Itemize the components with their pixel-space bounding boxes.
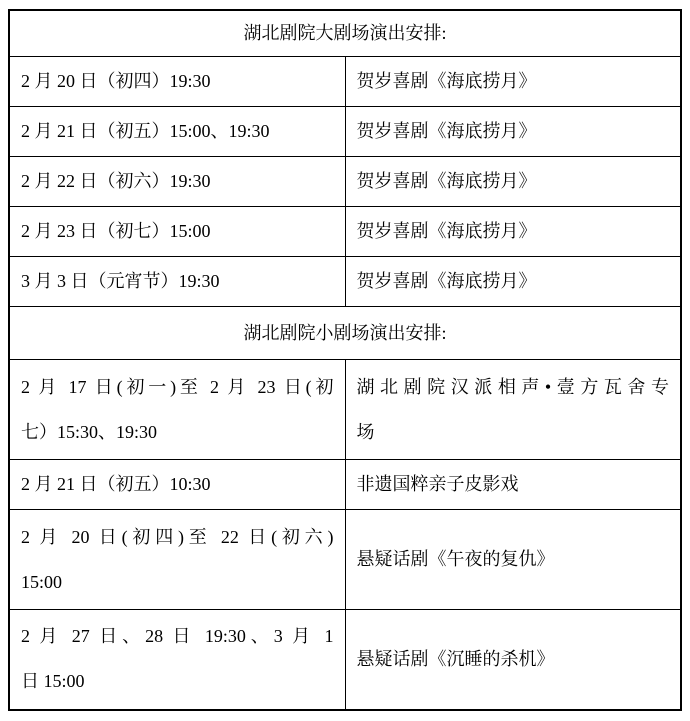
table-row [9, 610, 681, 710]
table-row [9, 107, 681, 157]
cell-text-line: 2 月 21 日（初五）10:30 [21, 474, 211, 494]
table-row [9, 57, 681, 107]
cell-text-line: 日 15:00 [21, 671, 85, 692]
cell-text-line: 七）15:30、19:30 [21, 421, 158, 442]
schedule-cell [9, 257, 345, 307]
show-cell [345, 207, 681, 257]
table-row [9, 207, 681, 257]
table-row [9, 510, 681, 610]
cell-text-line: 15:00 [21, 571, 63, 592]
schedule-cell [9, 157, 345, 207]
schedule-cell [9, 510, 345, 610]
table-row [9, 460, 681, 510]
section-2-header-row [9, 307, 681, 360]
schedule-cell [9, 610, 345, 710]
show-cell [345, 257, 681, 307]
show-cell [345, 510, 681, 610]
cell-text-line: 贺岁喜剧《海底捞月》 [356, 171, 537, 191]
performance-schedule-table [8, 9, 682, 711]
show-cell [345, 360, 681, 460]
cell-text-line: 悬疑话剧《午夜的复仇》 [356, 549, 555, 569]
cell-text-line: 贺岁喜剧《海底捞月》 [356, 71, 537, 91]
table-row [9, 257, 681, 307]
cell-text-line: 贺岁喜剧《海底捞月》 [356, 221, 537, 241]
cell-text-line: 场 [356, 421, 375, 442]
table-row [9, 157, 681, 207]
show-cell [345, 460, 681, 510]
table-row [9, 360, 681, 460]
show-cell [345, 610, 681, 710]
cell-text-line: 2 月 20 日（初四）19:30 [21, 71, 211, 91]
schedule-cell [9, 460, 345, 510]
cell-text-line: 2 月 21 日（初五）15:00、19:30 [21, 121, 270, 141]
cell-text-line: 非遗国粹亲子皮影戏 [356, 474, 519, 494]
schedule-cell [9, 360, 345, 460]
schedule-cell [9, 207, 345, 257]
section-1-header: 湖北剧院大剧场演出安排: [9, 10, 681, 57]
cell-text-line: 湖北剧院汉派相声•壹方瓦舍专 [356, 376, 669, 397]
cell-text-line: 2 月 27 日、28 日 19:30、3 月 1 [21, 626, 334, 647]
cell-text-line: 2 月 20 日(初四)至 22 日(初六) [21, 526, 334, 547]
cell-text-line: 贺岁喜剧《海底捞月》 [356, 121, 537, 141]
cell-text-line: 2 月 22 日（初六）19:30 [21, 171, 211, 191]
section-2-header: 湖北剧院小剧场演出安排: [9, 307, 681, 360]
cell-text-line: 3 月 3 日（元宵节）19:30 [21, 271, 220, 291]
cell-text-line: 2 月 17 日(初一)至 2 月 23 日(初 [21, 376, 334, 397]
show-cell [345, 57, 681, 107]
cell-text-line: 悬疑话剧《沉睡的杀机》 [356, 648, 555, 669]
show-cell [345, 157, 681, 207]
schedule-cell [9, 57, 345, 107]
cell-text-line: 贺岁喜剧《海底捞月》 [356, 271, 537, 291]
cell-text-line: 2 月 23 日（初七）15:00 [21, 221, 211, 241]
schedule-cell [9, 107, 345, 157]
show-cell [345, 107, 681, 157]
section-1-header-row [9, 10, 681, 57]
